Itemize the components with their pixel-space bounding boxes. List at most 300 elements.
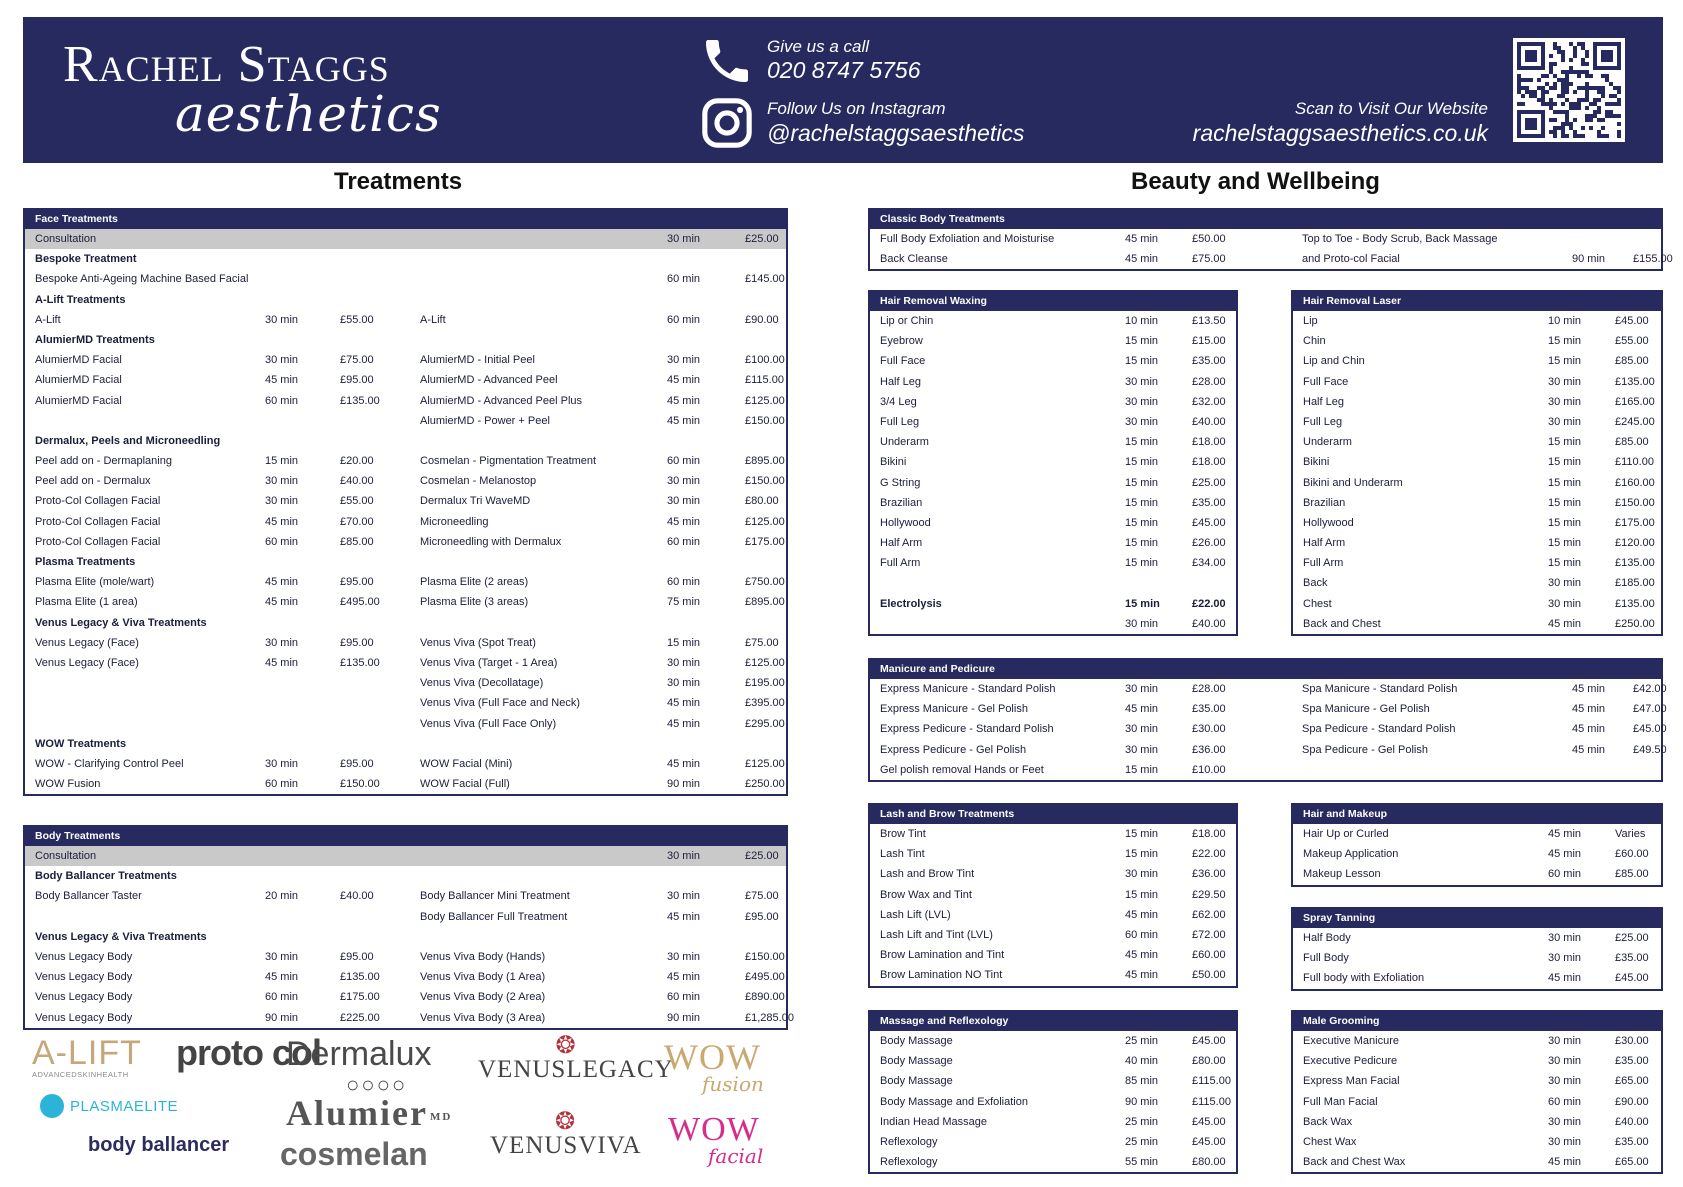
- price: £40.00: [340, 890, 374, 903]
- duration: 25 min: [1125, 1035, 1159, 1047]
- table-title: Male Grooming: [1293, 1012, 1661, 1031]
- table-subheading-row: [870, 594, 1236, 614]
- table-title: Hair Removal Waxing: [870, 292, 1236, 311]
- table-row: [25, 451, 786, 471]
- table-subheading-row: [25, 290, 786, 310]
- price: £15.00: [1192, 335, 1226, 348]
- duration: 30 min: [1548, 1035, 1582, 1047]
- duration: 30 min: [1125, 617, 1159, 630]
- price: £250.00: [745, 778, 785, 791]
- duration: 30 min: [1125, 743, 1159, 756]
- price: £10.00: [1192, 763, 1226, 776]
- duration: 60 min: [667, 535, 701, 548]
- treatment-name: Makeup Lesson: [1303, 868, 1381, 881]
- treatment-name: Eyebrow: [880, 335, 923, 348]
- treatment-name: Peel add on - Dermalux: [35, 475, 151, 488]
- treatment-name: Proto-Col Collagen Facial: [35, 535, 161, 548]
- alumier-logo: Alumier MD: [286, 1093, 453, 1133]
- treatment-name: Executive Pedicure: [1303, 1055, 1398, 1068]
- duration: 30 min: [667, 354, 701, 367]
- duration: 30 min: [1548, 1135, 1582, 1148]
- duration: 60 min: [667, 991, 701, 1004]
- instagram-icon: [699, 95, 755, 151]
- price: £45.00: [1192, 1035, 1226, 1047]
- table-row: [870, 905, 1236, 925]
- table-row: [1293, 1031, 1661, 1051]
- treatment-name: Consultation: [35, 233, 97, 245]
- table-row: [1293, 968, 1661, 988]
- price: £395.00: [745, 697, 785, 710]
- table-row: [1293, 553, 1661, 573]
- duration: 30 min: [265, 475, 299, 488]
- duration: 60 min: [265, 394, 299, 407]
- price: £95.00: [340, 757, 374, 770]
- price: £135.00: [1615, 375, 1655, 388]
- table-row: [1293, 311, 1661, 331]
- price: £22.00: [1192, 597, 1226, 610]
- table-row: [25, 774, 786, 794]
- price: £80.00: [1192, 1055, 1226, 1068]
- treatment-name: Half Leg: [1303, 395, 1344, 408]
- treatment-name: Reflexology: [880, 1156, 938, 1169]
- treatment-name: A-Lift: [35, 313, 61, 326]
- treatment-name: Bespoke Treatment: [35, 253, 137, 266]
- waxing-table: [868, 290, 1238, 636]
- price: £245.00: [1615, 415, 1655, 428]
- table-row: [1293, 493, 1661, 513]
- treatment-name: Venus Viva (Full Face Only): [420, 717, 557, 730]
- price: £50.00: [1192, 969, 1226, 982]
- duration: 90 min: [667, 778, 701, 791]
- duration: 30 min: [1548, 1055, 1582, 1068]
- treatment-name: AlumierMD - Power + Peel: [420, 414, 550, 427]
- price: £36.00: [1192, 743, 1226, 756]
- treatment-name: Brow Wax and Tint: [880, 888, 972, 901]
- duration: 30 min: [1125, 415, 1159, 428]
- treatment-name: Brazilian: [1303, 496, 1346, 509]
- duration: 30 min: [265, 354, 299, 367]
- duration: 15 min: [1548, 476, 1582, 489]
- duration: 45 min: [667, 414, 701, 427]
- venus-viva-logo: ❂ VENUSVIVA: [490, 1108, 642, 1159]
- treatment-name: Plasma Elite (1 area): [35, 596, 138, 609]
- treatment-name: Venus Viva (Target - 1 Area): [420, 656, 558, 669]
- treatment-name: Body Ballancer Taster: [35, 890, 142, 903]
- table-row: [25, 592, 786, 612]
- treatment-name: Brazilian: [880, 496, 923, 509]
- price: £125.00: [745, 394, 785, 407]
- price: £34.00: [1192, 557, 1226, 570]
- table-row: [1293, 864, 1661, 884]
- price: £29.50: [1192, 888, 1226, 901]
- phone-number[interactable]: 020 8747 5756: [767, 57, 921, 83]
- duration: 15 min: [1548, 436, 1582, 449]
- treatment-name: Body Ballancer Mini Treatment: [420, 890, 570, 903]
- duration: 45 min: [265, 515, 299, 528]
- duration: 60 min: [265, 991, 299, 1004]
- duration: 45 min: [1125, 703, 1159, 716]
- duration: 30 min: [667, 950, 701, 963]
- price: £25.00: [1615, 932, 1649, 944]
- price: £225.00: [340, 1011, 380, 1024]
- price: £125.00: [745, 757, 785, 770]
- treatment-name: Microneedling: [420, 515, 489, 528]
- treatment-name: Consultation: [35, 850, 97, 862]
- table-row: [870, 1132, 1236, 1152]
- table-row: [870, 249, 1673, 269]
- price: £160.00: [1615, 476, 1655, 489]
- price: £55.00: [340, 495, 374, 508]
- treatment-name: Dermalux, Peels and Microneedling: [35, 434, 221, 447]
- face-treatments-table: [23, 208, 788, 796]
- treatment-name: Spa Manicure - Gel Polish: [1302, 703, 1430, 716]
- instagram-handle[interactable]: @rachelstaggsaesthetics: [767, 120, 1025, 146]
- price: Varies: [1615, 828, 1646, 840]
- duration: 45 min: [1548, 828, 1582, 840]
- table-row: [870, 1092, 1236, 1112]
- table-row: [25, 653, 786, 673]
- duration: 30 min: [265, 495, 299, 508]
- table-row: [1293, 1092, 1661, 1112]
- price: £185.00: [1615, 577, 1655, 590]
- treatment-name: and Proto-col Facial: [1302, 253, 1400, 266]
- table-row: [870, 844, 1236, 864]
- treatment-name: WOW Facial (Full): [420, 778, 510, 791]
- table-row: [25, 907, 786, 927]
- price: £135.00: [340, 656, 380, 669]
- duration: 45 min: [667, 515, 701, 528]
- treatment-name: Lash Lift and Tint (LVL): [880, 928, 993, 941]
- table-row: [1293, 331, 1661, 351]
- duration: 30 min: [667, 495, 701, 508]
- lash-brow-table: [868, 803, 1238, 988]
- treatment-name: Back and Chest: [1303, 617, 1381, 630]
- treatment-name: Full body with Exfoliation: [1303, 972, 1425, 985]
- table-row: [870, 760, 1661, 780]
- duration: 30 min: [265, 636, 299, 649]
- price: £18.00: [1192, 436, 1226, 449]
- table-row: [1293, 844, 1661, 864]
- treatment-name: A-Lift Treatments: [35, 293, 126, 306]
- treatment-name: Half Leg: [880, 375, 921, 388]
- table-row: [870, 351, 1236, 371]
- price: £150.00: [1615, 496, 1655, 509]
- table-row: [1293, 1112, 1661, 1132]
- treatment-name: Proto-Col Collagen Facial: [35, 495, 161, 508]
- treatment-name: Dermalux Tri WaveMD: [420, 495, 531, 508]
- website-link[interactable]: rachelstaggsaesthetics.co.uk: [1192, 120, 1488, 146]
- treatment-name: Makeup Application: [1303, 848, 1399, 861]
- price: £95.00: [340, 374, 374, 387]
- duration: 60 min: [1548, 868, 1582, 881]
- duration: 30 min: [1548, 1115, 1582, 1128]
- table-row: [870, 1112, 1236, 1132]
- treatment-name: Venus Legacy (Face): [35, 636, 139, 649]
- price: £135.00: [340, 394, 380, 407]
- table-row: [870, 614, 1236, 634]
- qr-code[interactable]: [1513, 38, 1625, 142]
- qr-code-icon: [1517, 42, 1621, 138]
- price: £115.00: [1192, 1075, 1231, 1088]
- table-row: [870, 412, 1236, 432]
- table-row: [25, 411, 786, 431]
- price: £55.00: [340, 313, 374, 326]
- price: £26.00: [1192, 537, 1226, 550]
- duration: 30 min: [265, 757, 299, 770]
- table-row: [1293, 392, 1661, 412]
- duration: 30 min: [1125, 868, 1159, 881]
- duration: 30 min: [265, 950, 299, 963]
- table-row: [870, 1051, 1236, 1071]
- table-row: [25, 310, 786, 330]
- price: £42.00: [1633, 683, 1667, 695]
- treatment-name: Venus Legacy & Viva Treatments: [35, 930, 207, 943]
- price: £110.00: [1615, 456, 1654, 469]
- cosmelan-logo: cosmelan: [280, 1136, 428, 1172]
- price: £85.00: [1615, 436, 1649, 449]
- duration: 40 min: [1125, 1055, 1159, 1068]
- price: £495.00: [745, 971, 785, 984]
- duration: 60 min: [667, 455, 701, 468]
- price: £195.00: [745, 677, 785, 690]
- table-row: [25, 947, 786, 967]
- table-title: Spray Tanning: [1293, 909, 1661, 928]
- table-row: [870, 1071, 1236, 1091]
- price: £25.00: [1192, 476, 1226, 489]
- phone-icon: [699, 33, 755, 89]
- duration: 15 min: [1548, 557, 1582, 570]
- table-row: [870, 965, 1236, 985]
- treatment-name: Venus Viva Body (1 Area): [420, 971, 546, 984]
- treatment-name: Body Massage: [880, 1055, 953, 1068]
- treatment-name: Executive Manicure: [1303, 1035, 1399, 1047]
- table-row: [870, 1152, 1236, 1172]
- massage-table: [868, 1010, 1238, 1174]
- price: £65.00: [1615, 1156, 1649, 1169]
- duration: 25 min: [1125, 1115, 1159, 1128]
- treatment-name: Express Pedicure - Gel Polish: [880, 743, 1027, 756]
- instagram-label: Follow Us on Instagram: [767, 99, 946, 118]
- treatment-name: Lip and Chin: [1303, 355, 1365, 368]
- treatment-name: Express Man Facial: [1303, 1075, 1400, 1088]
- treatment-name: Venus Legacy Body: [35, 991, 133, 1004]
- price: £40.00: [1192, 617, 1226, 630]
- table-row: [1293, 351, 1661, 371]
- price: £32.00: [1192, 395, 1226, 408]
- table-row: [25, 512, 786, 532]
- call-label: Give us a call: [767, 37, 870, 56]
- price: £120.00: [1615, 537, 1655, 550]
- laser-table: [1291, 290, 1663, 636]
- table-row: [1293, 1132, 1661, 1152]
- table-title: Classic Body Treatments: [870, 210, 1661, 229]
- treatment-name: Full Leg: [1303, 415, 1343, 428]
- duration: 15 min: [1125, 848, 1159, 861]
- duration: 20 min: [265, 890, 299, 903]
- table-row: [870, 679, 1667, 699]
- price: £72.00: [1192, 928, 1226, 941]
- table-row: [870, 311, 1236, 331]
- table-row: [25, 471, 786, 491]
- price: £75.00: [340, 354, 374, 367]
- alift-logo: A-LIFT ADVANCEDSKINHEALTH: [32, 1034, 142, 1079]
- table-title: Hair Removal Laser: [1293, 292, 1661, 311]
- duration: 55 min: [1125, 1156, 1159, 1169]
- price: £125.00: [745, 656, 785, 669]
- table-row: [870, 372, 1236, 392]
- table-title: Manicure and Pedicure: [870, 660, 1661, 679]
- duration: 30 min: [1548, 415, 1582, 428]
- price: £895.00: [745, 596, 785, 609]
- treatment-name: Express Manicure - Standard Polish: [880, 683, 1056, 695]
- treatment-name: Microneedling with Dermalux: [420, 535, 562, 548]
- price: £35.00: [1615, 952, 1649, 965]
- duration: 15 min: [1548, 355, 1582, 368]
- table-row: [870, 925, 1236, 945]
- table-row: [25, 391, 786, 411]
- treatment-name: Full Man Facial: [1303, 1095, 1378, 1108]
- table-row: [870, 331, 1236, 351]
- duration: 60 min: [265, 535, 299, 548]
- price: £40.00: [1192, 415, 1226, 428]
- table-row: [870, 864, 1236, 884]
- table-row: [25, 693, 786, 713]
- beauty-heading: Beauty and Wellbeing: [1131, 168, 1380, 195]
- duration: 30 min: [667, 475, 701, 488]
- price: £295.00: [745, 717, 785, 730]
- price: £750.00: [745, 576, 785, 589]
- duration: 30 min: [1548, 395, 1582, 408]
- table-row: [1293, 432, 1661, 452]
- table-row: [870, 493, 1236, 513]
- treatment-name: Spa Pedicure - Standard Polish: [1302, 723, 1456, 736]
- price: £65.00: [1615, 1075, 1649, 1088]
- price: £18.00: [1192, 456, 1226, 469]
- price: £36.00: [1192, 868, 1226, 881]
- treatment-name: Hollywood: [1303, 516, 1354, 529]
- price: £28.00: [1192, 375, 1226, 388]
- price: £135.00: [340, 971, 380, 984]
- body-ballancer-logo: body ballancer: [88, 1134, 230, 1156]
- treatment-name: Body Massage: [880, 1035, 953, 1047]
- price: £85.00: [1615, 355, 1649, 368]
- treatment-name: Full Arm: [1303, 557, 1344, 570]
- duration: 45 min: [265, 971, 299, 984]
- table-row: [1293, 533, 1661, 553]
- price: £115.00: [1192, 1095, 1231, 1108]
- duration: 30 min: [265, 313, 299, 326]
- table-row: [1293, 1152, 1661, 1172]
- treatment-name: A-Lift: [420, 313, 446, 326]
- treatment-name: Back and Chest Wax: [1303, 1156, 1406, 1169]
- table-row: [25, 350, 786, 370]
- treatment-name: Half Arm: [880, 537, 923, 550]
- duration: 30 min: [1548, 577, 1582, 590]
- treatment-name: Lash Lift (LVL): [880, 908, 951, 921]
- table-subheading-row: [25, 249, 786, 269]
- price: £45.00: [1615, 315, 1649, 327]
- duration: 45 min: [265, 656, 299, 669]
- duration: 90 min: [667, 1011, 701, 1024]
- duration: 15 min: [1125, 436, 1159, 449]
- treatment-name: Venus Legacy (Face): [35, 656, 139, 669]
- treatment-name: Bespoke Anti-Ageing Machine Based Facial: [35, 273, 249, 286]
- duration: 60 min: [1125, 928, 1159, 941]
- table-row: [870, 513, 1236, 533]
- treatment-name: Full Body: [1303, 952, 1349, 965]
- price: £90.00: [1615, 1095, 1649, 1108]
- table-subheading-row: [25, 866, 786, 886]
- duration: 30 min: [667, 233, 701, 245]
- table-row: [25, 846, 786, 866]
- duration: 15 min: [1125, 597, 1160, 610]
- table-title: Face Treatments: [25, 210, 786, 229]
- table-row: [25, 269, 786, 289]
- treatment-name: Chest: [1303, 597, 1332, 610]
- price: £22.00: [1192, 848, 1226, 861]
- price: £150.00: [340, 778, 380, 791]
- treatment-name: Lash Tint: [880, 848, 925, 861]
- price: £62.00: [1192, 908, 1226, 921]
- treatment-name: AlumierMD Facial: [35, 374, 122, 387]
- table-row: [25, 633, 786, 653]
- price: £75.00: [745, 890, 779, 903]
- duration: 15 min: [1548, 516, 1582, 529]
- duration: 60 min: [667, 576, 701, 589]
- manicure-table: [868, 658, 1667, 782]
- table-row: [1293, 614, 1661, 634]
- table-row: [25, 532, 786, 552]
- duration: 10 min: [1548, 315, 1582, 327]
- duration: 45 min: [1572, 743, 1606, 756]
- duration: 15 min: [1125, 763, 1159, 776]
- duration: 30 min: [667, 890, 701, 903]
- classic-body-table: [868, 208, 1673, 271]
- treatment-name: Plasma Elite (2 areas): [420, 576, 529, 589]
- duration: 15 min: [1125, 537, 1159, 550]
- price: £45.00: [1633, 723, 1667, 736]
- table-row: [25, 886, 786, 906]
- table-row: [870, 229, 1661, 249]
- table-row: [25, 229, 786, 249]
- duration: 45 min: [265, 576, 299, 589]
- duration: 15 min: [1548, 537, 1582, 550]
- duration: 30 min: [1125, 395, 1159, 408]
- table-subheading-row: [25, 431, 786, 451]
- treatments-heading: Treatments: [334, 168, 463, 195]
- price: £20.00: [340, 455, 374, 468]
- treatment-name: Back Cleanse: [880, 253, 948, 266]
- duration: 30 min: [1548, 375, 1582, 388]
- spray-tanning-table: [1291, 907, 1663, 991]
- table-row: [25, 754, 786, 774]
- table-title: Massage and Reflexology: [870, 1012, 1236, 1031]
- treatment-name: Body Ballancer Full Treatment: [420, 910, 568, 923]
- treatment-name: Body Massage: [880, 1075, 953, 1088]
- treatment-name: Cosmelan - Melanostop: [420, 475, 537, 488]
- price: £95.00: [340, 576, 374, 589]
- table-row: [1293, 1071, 1661, 1091]
- price: £85.00: [340, 535, 374, 548]
- price: £47.00: [1633, 703, 1667, 716]
- dermalux-logo: Dermalux ○○○○: [286, 1035, 432, 1097]
- table-row: [870, 392, 1236, 412]
- treatment-name: Spa Pedicure - Gel Polish: [1302, 743, 1428, 756]
- duration: 90 min: [1572, 253, 1606, 266]
- treatment-name: Chest Wax: [1303, 1135, 1357, 1148]
- table-row: [870, 945, 1236, 965]
- price: £85.00: [1615, 868, 1649, 881]
